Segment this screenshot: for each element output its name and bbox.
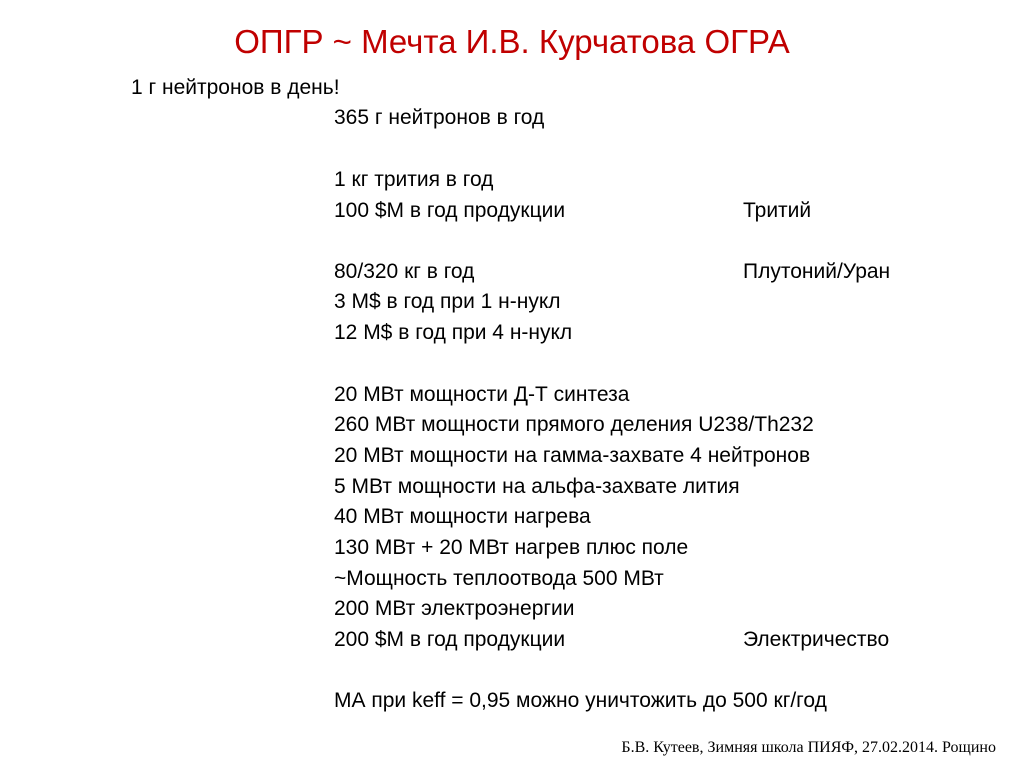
line-heating-plus-field: 130 МВт + 20 МВт нагрев плюс поле [334,536,689,559]
line-value-4-nnucl: 12 М$ в год при 4 н-нукл [334,321,573,344]
tag-plutonium-uranium: Плутоний/Уран [743,260,891,283]
line-value-1-nnucl: 3 М$ в год при 1 н-нукл [334,290,561,313]
line-heat-removal: ~Мощность теплоотвода 500 МВт [334,567,664,590]
tag-tritium: Тритий [743,199,812,222]
line-neutrons-per-year: 365 г нейтронов в год [334,106,545,129]
footer-credit: Б.В. Кутеев, Зимняя школа ПИЯФ, 27.02.2014. Рощино [621,739,996,756]
line-heating-power: 40 МВт мощности нагрева [334,505,591,528]
line-tritium-production-value: 100 $М в год продукции [334,199,566,222]
line-electricity-production-value: 200 $М в год продукции [334,628,566,651]
tag-electricity: Электричество [743,628,890,651]
line-electric-power: 200 МВт электроэнергии [334,597,575,620]
slide-title: ОПГР ~ Мечта И.В. Курчатова ОГРА [234,23,790,60]
lead-statement: 1 г нейтронов в день! [131,76,340,99]
line-fission-power: 260 МВт мощности прямого деления U238/Th232 [334,413,814,436]
line-plutonium-uranium-per-year: 80/320 кг в год [334,260,475,283]
line-dt-fusion-power: 20 МВт мощности Д-Т синтеза [334,383,630,406]
line-alpha-capture-power: 5 МВт мощности на альфа-захвате лития [334,475,740,498]
line-tritium-per-year: 1 кг трития в год [334,168,494,191]
line-gamma-capture-power: 20 МВт мощности на гамма-захвате 4 нейтронов [334,444,811,467]
line-ma-transmutation: МА при keff = 0,95 можно уничтожить до 500 кг/год [334,689,827,712]
